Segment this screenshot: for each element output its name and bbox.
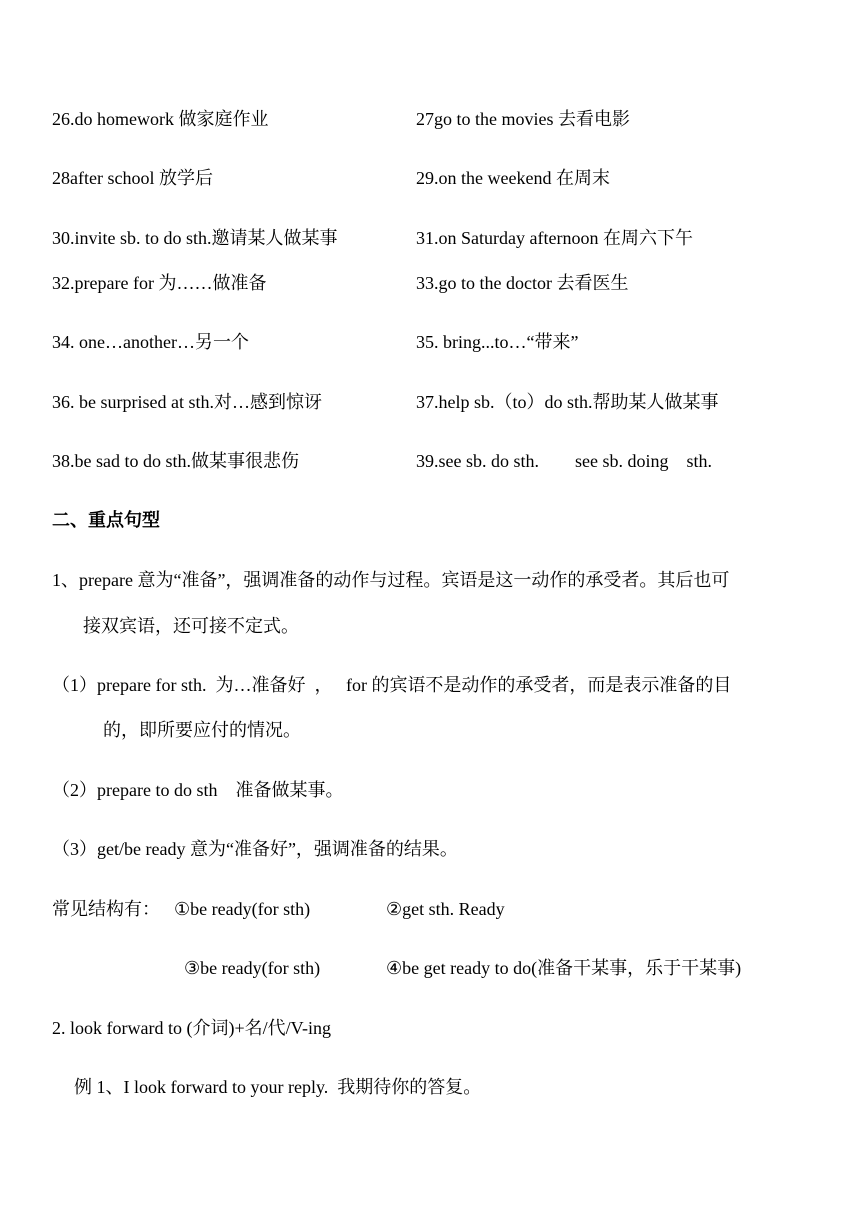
phrase-33: 33.go to the doctor 去看医生 bbox=[416, 273, 629, 293]
phrase-38: 38.be sad to do sth.做某事很悲伤 bbox=[52, 451, 299, 471]
structures-label: 常见结构有： bbox=[52, 899, 160, 919]
section-title: 二、重点句型 bbox=[52, 510, 160, 530]
structure-1: ①be ready(for sth) bbox=[174, 899, 311, 919]
item1-sub1-line1: （1）prepare for sth. 为…准备好 ， for 的宾语不是动作的承受者，而是表示准备的目 bbox=[52, 675, 732, 695]
item2-title: 2. look forward to (介词)+名/代/V-ing bbox=[52, 1018, 331, 1038]
phrase-27: 27go to the movies 去看电影 bbox=[416, 109, 630, 129]
phrase-37: 37.help sb.（to）do sth.帮助某人做某事 bbox=[416, 392, 719, 412]
phrase-26: 26.do homework 做家庭作业 bbox=[52, 109, 269, 129]
item1-line1: 1、prepare 意为“准备”，强调准备的动作与过程。宾语是这一动作的承受者。其后也可 bbox=[52, 570, 730, 590]
structure-3: ③be ready(for sth) bbox=[184, 958, 321, 978]
phrase-30: 30.invite sb. to do sth.邀请某人做某事 bbox=[52, 228, 338, 248]
structure-4: ④be get ready to do(准备干某事，乐于干某事) bbox=[386, 958, 742, 978]
phrase-28: 28after school 放学后 bbox=[52, 168, 213, 188]
phrase-39: 39.see sb. do sth. see sb. doing sth. bbox=[416, 451, 712, 471]
item1-line2: 接双宾语，还可接不定式。 bbox=[83, 616, 299, 636]
item1-sub3: （3）get/be ready 意为“准备好”，强调准备的结果。 bbox=[52, 839, 458, 859]
phrase-35: 35. bring...to…“带来” bbox=[416, 332, 579, 352]
phrase-31: 31.on Saturday afternoon 在周六下午 bbox=[416, 228, 693, 248]
phrase-29: 29.on the weekend 在周末 bbox=[416, 168, 610, 188]
phrase-34: 34. one…another…另一个 bbox=[52, 332, 249, 352]
item1-sub2: （2）prepare to do sth 准备做某事。 bbox=[52, 780, 344, 800]
item2-example: 例 1、I look forward to your reply. 我期待你的答复。 bbox=[74, 1077, 482, 1097]
phrase-36: 36. be surprised at sth.对…感到惊讶 bbox=[52, 392, 322, 412]
structure-2: ②get sth. Ready bbox=[386, 899, 505, 919]
item1-sub1-line2: 的，即所要应付的情况。 bbox=[103, 720, 301, 740]
phrase-32: 32.prepare for 为……做准备 bbox=[52, 273, 267, 293]
